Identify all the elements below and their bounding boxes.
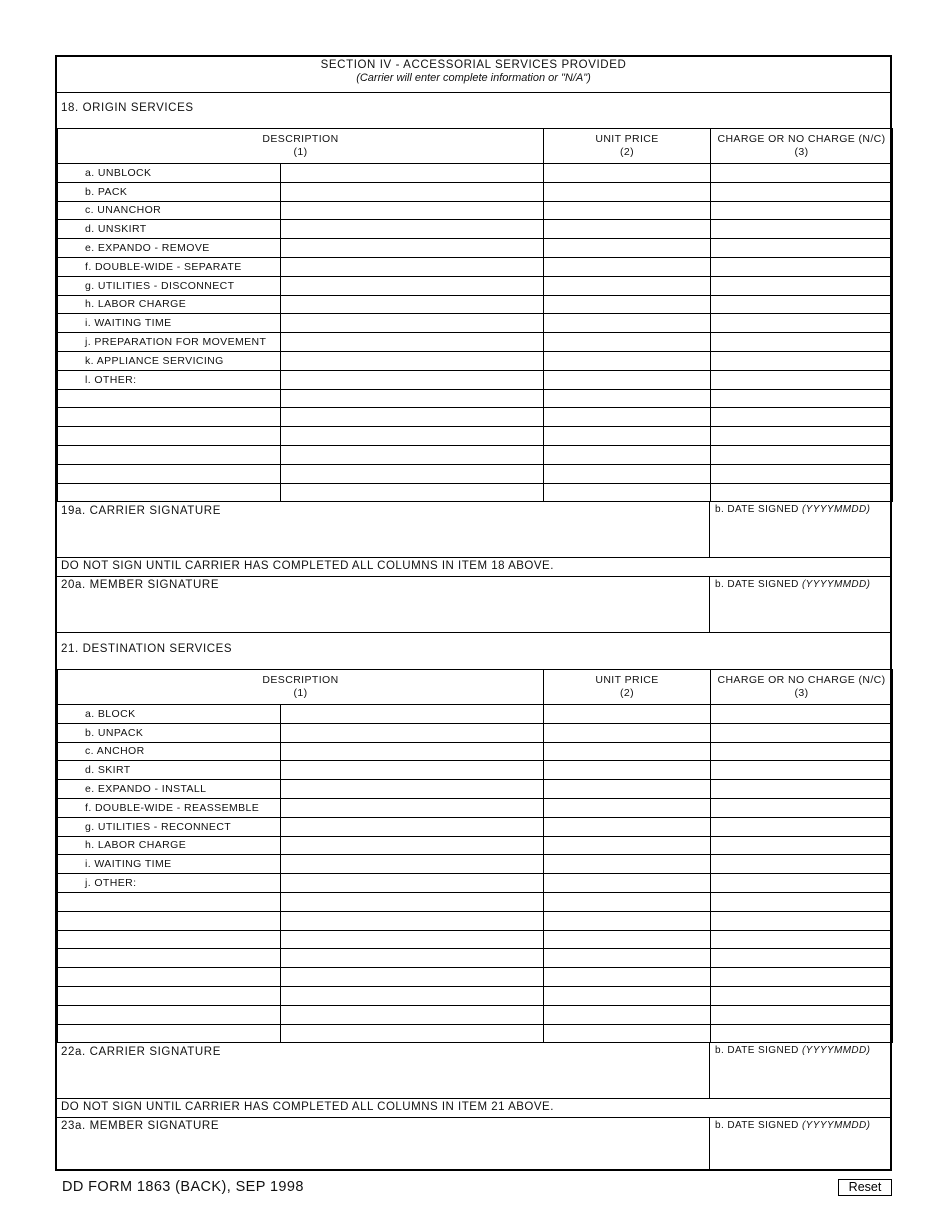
other-item-input[interactable] [58, 892, 281, 911]
description-input[interactable] [281, 370, 544, 389]
table-row [58, 949, 893, 968]
description-input[interactable] [281, 239, 544, 258]
destination-services-title: 21. DESTINATION SERVICES [61, 643, 233, 655]
table-row [58, 314, 893, 333]
date-signed-text: b. DATE SIGNED [715, 504, 799, 515]
col-charge-num: (3) [794, 146, 809, 158]
table-row [58, 351, 893, 370]
description-input[interactable] [281, 220, 544, 239]
description-input[interactable] [281, 257, 544, 276]
unit-price-input[interactable] [544, 164, 711, 183]
description-input[interactable] [281, 723, 544, 742]
description-input[interactable] [281, 930, 544, 949]
col-charge-label: CHARGE OR NO CHARGE (N/C) [717, 674, 886, 686]
carrier-signature-22-field[interactable] [57, 1042, 709, 1098]
table-row [58, 1005, 893, 1024]
item-label: a. UNBLOCK [58, 164, 281, 183]
charge-input[interactable] [711, 968, 893, 987]
date-format-hint: (YYYYMMDD) [801, 504, 871, 515]
section-subtitle: (Carrier will enter complete information or "N/A") [356, 72, 591, 84]
charge-input[interactable] [711, 1024, 893, 1043]
unit-price-input[interactable] [544, 986, 711, 1005]
col-charge-label: CHARGE OR NO CHARGE (N/C) [717, 133, 886, 145]
date-signed-20b-field[interactable] [710, 576, 892, 632]
table-row [58, 445, 893, 464]
table-row [58, 295, 893, 314]
other-item-input[interactable] [58, 986, 281, 1005]
item-label: i. WAITING TIME [58, 855, 281, 874]
other-item-input[interactable] [58, 445, 281, 464]
item-label: d. SKIRT [58, 761, 281, 780]
charge-input[interactable] [711, 855, 893, 874]
charge-input[interactable] [711, 164, 893, 183]
unit-price-input[interactable] [544, 855, 711, 874]
table-row [58, 201, 893, 220]
charge-input[interactable] [711, 949, 893, 968]
item-21-warning: DO NOT SIGN UNTIL CARRIER HAS COMPLETED ALL COLUMNS IN ITEM 21 ABOVE. [61, 1101, 554, 1113]
table-row [58, 930, 893, 949]
description-input[interactable] [281, 408, 544, 427]
charge-input[interactable] [711, 911, 893, 930]
other-item-input[interactable] [58, 1005, 281, 1024]
unit-price-input[interactable] [544, 798, 711, 817]
description-input[interactable] [281, 742, 544, 761]
member-signature-20-field[interactable] [57, 576, 709, 632]
item-label: b. PACK [58, 182, 281, 201]
unit-price-input[interactable] [544, 1024, 711, 1043]
charge-input[interactable] [711, 257, 893, 276]
table-row [58, 370, 893, 389]
table-row [58, 911, 893, 930]
table-row [58, 836, 893, 855]
item-label: a. BLOCK [58, 705, 281, 724]
unit-price-input[interactable] [544, 780, 711, 799]
unit-price-input[interactable] [544, 445, 711, 464]
description-input[interactable] [281, 1005, 544, 1024]
col-description-num: (1) [293, 146, 308, 158]
form-identifier: DD FORM 1863 (BACK), SEP 1998 [62, 1179, 304, 1195]
charge-input[interactable] [711, 986, 893, 1005]
charge-input[interactable] [711, 798, 893, 817]
charge-input[interactable] [711, 723, 893, 742]
description-input[interactable] [281, 874, 544, 893]
unit-price-input[interactable] [544, 257, 711, 276]
origin-services-title: 18. ORIGIN SERVICES [61, 102, 194, 114]
item-label: j. OTHER: [58, 874, 281, 893]
col-unit-price-header [544, 670, 711, 705]
unit-price-input[interactable] [544, 427, 711, 446]
col-unit-price-header [544, 129, 711, 164]
unit-price-input[interactable] [544, 930, 711, 949]
description-input[interactable] [281, 836, 544, 855]
description-input[interactable] [281, 911, 544, 930]
date-format-hint: (YYYYMMDD) [801, 1120, 871, 1131]
description-input[interactable] [281, 949, 544, 968]
table-row [58, 705, 893, 724]
col-description-label: DESCRIPTION [262, 674, 339, 686]
charge-input[interactable] [711, 705, 893, 724]
destination-services-table [57, 669, 893, 1043]
divider [57, 632, 892, 633]
other-item-input[interactable] [58, 427, 281, 446]
charge-input[interactable] [711, 220, 893, 239]
description-input[interactable] [281, 314, 544, 333]
description-input[interactable] [281, 986, 544, 1005]
unit-price-input[interactable] [544, 201, 711, 220]
table-row [58, 761, 893, 780]
description-input[interactable] [281, 855, 544, 874]
col-description-num: (1) [293, 687, 308, 699]
description-input[interactable] [281, 483, 544, 502]
col-description-header [58, 670, 544, 705]
charge-input[interactable] [711, 780, 893, 799]
table-row [58, 1024, 893, 1043]
table-row [58, 892, 893, 911]
date-signed-22b-field[interactable] [710, 1042, 892, 1098]
date-signed-text: b. DATE SIGNED [715, 1120, 799, 1131]
table-row [58, 464, 893, 483]
unit-price-input[interactable] [544, 836, 711, 855]
col-charge-header [711, 670, 893, 705]
col-charge-num: (3) [794, 687, 809, 699]
unit-price-input[interactable] [544, 761, 711, 780]
origin-services-table [57, 128, 893, 502]
charge-input[interactable] [711, 836, 893, 855]
description-input[interactable] [281, 705, 544, 724]
member-signature-20-label: 20a. MEMBER SIGNATURE [61, 579, 220, 591]
section-title: SECTION IV - ACCESSORIAL SERVICES PROVIDED [320, 59, 627, 71]
col-unit-price-label: UNIT PRICE [595, 133, 659, 145]
table-row [58, 333, 893, 352]
table-row [58, 239, 893, 258]
item-label: b. UNPACK [58, 723, 281, 742]
charge-input[interactable] [711, 874, 893, 893]
item-label: k. APPLIANCE SERVICING [58, 351, 281, 370]
charge-input[interactable] [711, 389, 893, 408]
charge-input[interactable] [711, 817, 893, 836]
charge-input[interactable] [711, 408, 893, 427]
description-input[interactable] [281, 276, 544, 295]
date-format-hint: (YYYYMMDD) [801, 579, 871, 590]
description-input[interactable] [281, 1024, 544, 1043]
item-label: g. UTILITIES - DISCONNECT [58, 276, 281, 295]
description-input[interactable] [281, 798, 544, 817]
charge-input[interactable] [711, 201, 893, 220]
unit-price-input[interactable] [544, 408, 711, 427]
col-unit-price-num: (2) [619, 146, 635, 158]
unit-price-input[interactable] [544, 1005, 711, 1024]
description-input[interactable] [281, 780, 544, 799]
unit-price-input[interactable] [544, 182, 711, 201]
item-label: f. DOUBLE-WIDE - SEPARATE [58, 257, 281, 276]
member-signature-23-field[interactable] [57, 1117, 709, 1171]
carrier-signature-19-field[interactable] [57, 501, 709, 557]
carrier-signature-22-label: 22a. CARRIER SIGNATURE [61, 1046, 221, 1058]
unit-price-input[interactable] [544, 295, 711, 314]
table-row [58, 723, 893, 742]
item-label: i. WAITING TIME [58, 314, 281, 333]
description-input[interactable] [281, 445, 544, 464]
unit-price-input[interactable] [544, 464, 711, 483]
col-unit-price-num: (2) [619, 687, 635, 699]
other-item-input[interactable] [58, 930, 281, 949]
other-item-input[interactable] [58, 968, 281, 987]
unit-price-input[interactable] [544, 874, 711, 893]
col-charge-header [711, 129, 893, 164]
charge-input[interactable] [711, 295, 893, 314]
description-input[interactable] [281, 761, 544, 780]
charge-input[interactable] [711, 333, 893, 352]
unit-price-input[interactable] [544, 742, 711, 761]
unit-price-input[interactable] [544, 239, 711, 258]
divider [57, 557, 892, 558]
date-format-hint: (YYYYMMDD) [801, 1045, 871, 1056]
item-label: e. EXPANDO - INSTALL [58, 780, 281, 799]
table-row [58, 798, 893, 817]
col-description-header [58, 129, 544, 164]
charge-input[interactable] [711, 742, 893, 761]
unit-price-input[interactable] [544, 351, 711, 370]
unit-price-input[interactable] [544, 370, 711, 389]
table-row [58, 817, 893, 836]
table-row [58, 276, 893, 295]
unit-price-input[interactable] [544, 483, 711, 502]
other-item-input[interactable] [58, 483, 281, 502]
description-input[interactable] [281, 892, 544, 911]
description-input[interactable] [281, 351, 544, 370]
item-label: h. LABOR CHARGE [58, 295, 281, 314]
table-row [58, 855, 893, 874]
table-row [58, 742, 893, 761]
description-input[interactable] [281, 427, 544, 446]
divider [57, 1098, 892, 1099]
description-input[interactable] [281, 164, 544, 183]
description-input[interactable] [281, 817, 544, 836]
other-item-input[interactable] [58, 408, 281, 427]
date-signed-text: b. DATE SIGNED [715, 1045, 799, 1056]
unit-price-input[interactable] [544, 314, 711, 333]
table-row [58, 389, 893, 408]
table-row [58, 874, 893, 893]
reset-button[interactable]: Reset [838, 1179, 892, 1196]
charge-input[interactable] [711, 276, 893, 295]
charge-input[interactable] [711, 239, 893, 258]
unit-price-input[interactable] [544, 968, 711, 987]
description-input[interactable] [281, 968, 544, 987]
date-signed-text: b. DATE SIGNED [715, 579, 799, 590]
item-label: d. UNSKIRT [58, 220, 281, 239]
charge-input[interactable] [711, 483, 893, 502]
other-item-input[interactable] [58, 464, 281, 483]
charge-input[interactable] [711, 892, 893, 911]
form-page [55, 55, 892, 1171]
item-18-warning: DO NOT SIGN UNTIL CARRIER HAS COMPLETED ALL COLUMNS IN ITEM 18 ABOVE. [61, 560, 554, 572]
other-item-input[interactable] [58, 911, 281, 930]
charge-input[interactable] [711, 370, 893, 389]
table-row [58, 408, 893, 427]
table-row [58, 986, 893, 1005]
col-unit-price-label: UNIT PRICE [595, 674, 659, 686]
table-row [58, 220, 893, 239]
table-row [58, 483, 893, 502]
charge-input[interactable] [711, 761, 893, 780]
charge-input[interactable] [711, 445, 893, 464]
description-input[interactable] [281, 464, 544, 483]
unit-price-input[interactable] [544, 817, 711, 836]
member-signature-23-label: 23a. MEMBER SIGNATURE [61, 1120, 220, 1132]
unit-price-input[interactable] [544, 949, 711, 968]
description-input[interactable] [281, 201, 544, 220]
unit-price-input[interactable] [544, 911, 711, 930]
item-label: h. LABOR CHARGE [58, 836, 281, 855]
item-label: c. UNANCHOR [58, 201, 281, 220]
unit-price-input[interactable] [544, 220, 711, 239]
unit-price-input[interactable] [544, 389, 711, 408]
description-input[interactable] [281, 182, 544, 201]
charge-input[interactable] [711, 314, 893, 333]
table-row [58, 257, 893, 276]
item-label: j. PREPARATION FOR MOVEMENT [58, 333, 281, 352]
table-row [58, 164, 893, 183]
col-description-label: DESCRIPTION [262, 133, 339, 145]
charge-input[interactable] [711, 464, 893, 483]
description-input[interactable] [281, 389, 544, 408]
item-label: f. DOUBLE-WIDE - REASSEMBLE [58, 798, 281, 817]
item-label: g. UTILITIES - RECONNECT [58, 817, 281, 836]
charge-input[interactable] [711, 427, 893, 446]
unit-price-input[interactable] [544, 892, 711, 911]
date-signed-19b-field[interactable] [710, 501, 892, 557]
unit-price-input[interactable] [544, 333, 711, 352]
other-item-input[interactable] [58, 389, 281, 408]
carrier-signature-19-label: 19a. CARRIER SIGNATURE [61, 505, 221, 517]
other-item-input[interactable] [58, 949, 281, 968]
charge-input[interactable] [711, 1005, 893, 1024]
date-signed-23b-field[interactable] [710, 1117, 890, 1171]
item-label: e. EXPANDO - REMOVE [58, 239, 281, 258]
description-input[interactable] [281, 295, 544, 314]
unit-price-input[interactable] [544, 705, 711, 724]
charge-input[interactable] [711, 351, 893, 370]
other-item-input[interactable] [58, 1024, 281, 1043]
table-row [58, 968, 893, 987]
item-label: c. ANCHOR [58, 742, 281, 761]
item-label: l. OTHER: [58, 370, 281, 389]
charge-input[interactable] [711, 930, 893, 949]
charge-input[interactable] [711, 182, 893, 201]
table-row [58, 427, 893, 446]
unit-price-input[interactable] [544, 723, 711, 742]
table-row [58, 780, 893, 799]
unit-price-input[interactable] [544, 276, 711, 295]
section-header [57, 57, 890, 93]
table-row [58, 182, 893, 201]
description-input[interactable] [281, 333, 544, 352]
